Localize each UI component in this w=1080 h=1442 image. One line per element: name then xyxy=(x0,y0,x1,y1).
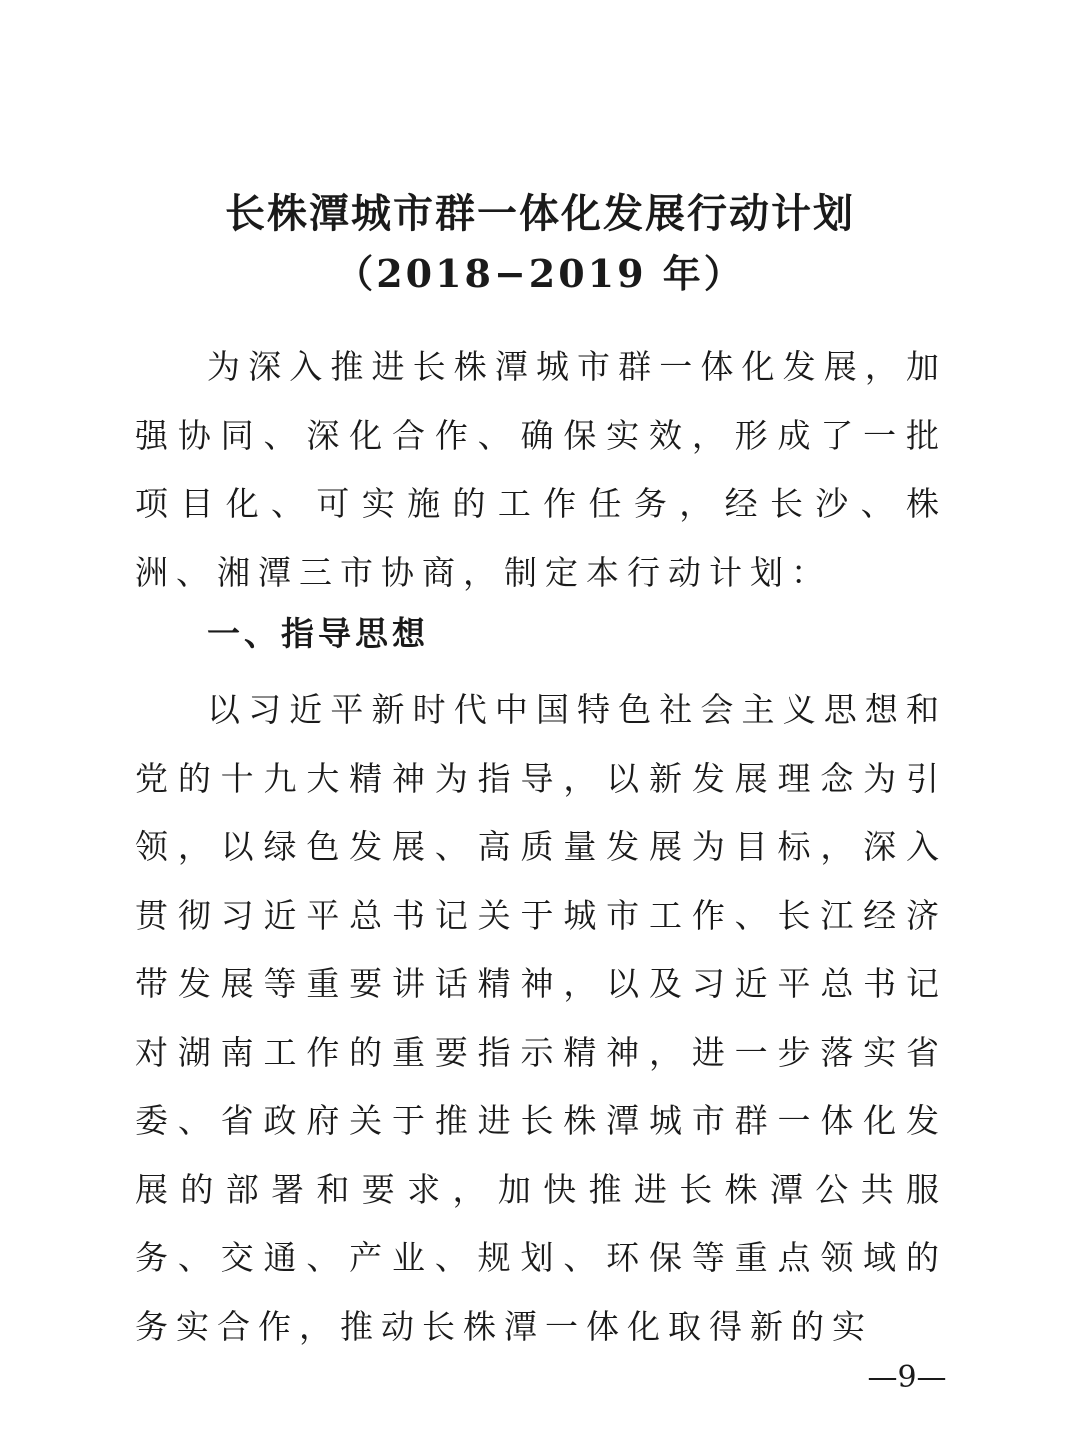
document-subtitle: （2018−2019 年） xyxy=(335,251,745,296)
intro-paragraph: 为深入推进长株潭城市群一体化发展，加强协同、深化合作、确保实效，形成了一批项目化、可实施的工作任务，经长沙、株洲、湘潭三市协商，制定本行动计划： xyxy=(135,347,947,592)
section-heading: 一、指导思想 xyxy=(207,614,429,653)
page-number: —9— xyxy=(867,1360,947,1395)
document-title: 长株潭城市群一体化发展行动计划 xyxy=(225,190,855,237)
section-paragraph: 以习近平新时代中国特色社会主义思想和党的十九大精神为指导，以新发展理念为引领，以绿色发展、高质量发展为目标，深入贯彻习近平总书记关于城市工作、长江经济带发展等重要讲话精神，以及习近平总书记对湖南工作的重要指示精神，进一步落实省委、省政府关于推进长株潭城市群一体化发展的部署和要求，加快推进长株潭公共服务、交通、产业、规划、环保等重点领域的务实合作，推动长株潭一体化取得新的实 xyxy=(135,690,947,1346)
